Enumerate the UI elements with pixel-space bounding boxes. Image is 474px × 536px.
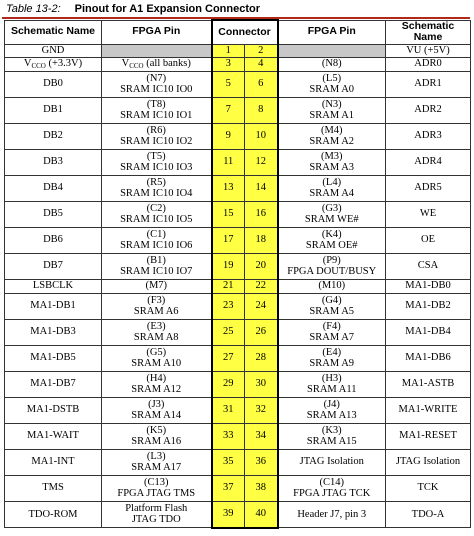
fpga-pin-left: [102, 293, 212, 319]
cell-line: SRAM A15: [306, 436, 357, 447]
header-fpga-right: FPGA Pin: [278, 20, 386, 44]
cell-line: (C2): [146, 202, 166, 214]
cell-line: FPGA JTAG TCK: [293, 488, 371, 499]
schematic-name-left: GND: [5, 44, 102, 57]
cell-line: (L4): [322, 176, 342, 188]
connector-pin-even: 20: [245, 253, 278, 279]
connector-pin-even: 40: [245, 501, 278, 528]
connector-pin-odd: 13: [212, 175, 245, 201]
connector-pin-odd: 11: [212, 149, 245, 175]
cell-line: (L5): [322, 72, 342, 84]
cell-line: (M4): [320, 124, 343, 136]
fpga-pin-left: [102, 371, 212, 397]
connector-pin-odd: 3: [212, 57, 245, 71]
cell-line: (K5): [146, 424, 167, 436]
subscript-cco: CCO: [129, 61, 144, 70]
schematic-name-left: MA1-DB5: [5, 345, 102, 371]
cell-line: (T8): [146, 98, 166, 110]
fpga-pin-right: [278, 475, 386, 501]
header-connector: Connector: [212, 20, 278, 44]
fpga-pin-right: [278, 345, 386, 371]
cell-line: (M3): [320, 150, 343, 162]
table-row: [5, 423, 471, 449]
fpga-pin-right: [278, 397, 386, 423]
connector-pin-even: 30: [245, 371, 278, 397]
fpga-pin-right: [278, 423, 386, 449]
cell-line: FPGA JTAG TMS: [117, 488, 196, 499]
connector-pin-even: 28: [245, 345, 278, 371]
subscript-cco: CCO: [31, 61, 46, 70]
table-row: [5, 501, 471, 528]
fpga-pin-left: [102, 279, 212, 293]
table-row: [5, 57, 471, 71]
connector-pin-odd: 9: [212, 123, 245, 149]
fpga-pin-right: [278, 279, 386, 293]
schematic-name-right: TCK: [386, 475, 471, 501]
fpga-pin-left: [102, 71, 212, 97]
connector-pin-odd: 39: [212, 501, 245, 528]
cell-line: (T5): [146, 150, 166, 162]
fpga-pin-left: [102, 201, 212, 227]
connector-pin-odd: 27: [212, 345, 245, 371]
cell-line: (N3): [321, 98, 342, 110]
connector-pin-even: 12: [245, 149, 278, 175]
cell-line: (M7): [145, 280, 168, 292]
cell-line: SRAM A11: [306, 384, 357, 395]
cell-line: (G4): [321, 294, 342, 306]
connector-pin-even: 18: [245, 227, 278, 253]
fpga-pin-left: [102, 345, 212, 371]
schematic-name-right: WE: [386, 201, 471, 227]
schematic-name-right: MA1-DB6: [386, 345, 471, 371]
cell-line: SRAM A2: [309, 136, 355, 147]
schematic-name-right: TDO-A: [386, 501, 471, 528]
table-row: [5, 475, 471, 501]
cell-line: SRAM IC10 IO5: [120, 214, 193, 225]
schematic-name-left: MA1-WAIT: [5, 423, 102, 449]
cell-line: JTAG Isolation: [299, 456, 364, 468]
cell-line: (C13): [144, 476, 169, 488]
fpga-pin-right: [278, 501, 386, 528]
cell-line: SRAM A8: [133, 332, 179, 343]
connector-pin-even: 34: [245, 423, 278, 449]
connector-pin-even: 14: [245, 175, 278, 201]
schematic-name-left: MA1-INT: [5, 449, 102, 475]
connector-pin-even: 36: [245, 449, 278, 475]
connector-pin-even: 32: [245, 397, 278, 423]
table-row: [5, 449, 471, 475]
schematic-name-right: ADR4: [386, 149, 471, 175]
table-row: [5, 253, 471, 279]
header-row: [5, 20, 471, 44]
fpga-pin-left: [102, 57, 212, 71]
schematic-name-left: DB6: [5, 227, 102, 253]
cell-line: (R6): [146, 124, 166, 136]
schematic-name-left: MA1-DSTB: [5, 397, 102, 423]
connector-pin-odd: 31: [212, 397, 245, 423]
fpga-pin-right: [278, 71, 386, 97]
fpga-pin-left: [102, 123, 212, 149]
fpga-pin-right: [278, 319, 386, 345]
pinout-table: [4, 19, 471, 529]
cell-line: Platform Flash: [125, 502, 188, 514]
cell-line: SRAM A1: [309, 110, 355, 121]
connector-pin-even: 16: [245, 201, 278, 227]
cell-line: SRAM WE#: [304, 214, 359, 225]
cell-line: SRAM IC10 IO0: [120, 84, 193, 95]
schematic-name-left: MA1-DB7: [5, 371, 102, 397]
cell-line: SRAM A7: [309, 332, 355, 343]
cell-line: SRAM IC10 IO4: [120, 188, 193, 199]
cell-line: (C14): [319, 476, 344, 488]
fpga-pin-left: [102, 253, 212, 279]
cell-line: (H4): [146, 372, 167, 384]
cell-line: (H3): [321, 372, 342, 384]
schematic-name-right: VU (+5V): [386, 44, 471, 57]
cell-line: SRAM OE#: [305, 240, 358, 251]
fpga-pin-right: [278, 201, 386, 227]
cell-line: (G5): [146, 346, 167, 358]
header-schematic-left: Schematic Name: [5, 20, 102, 44]
cell-line: (F3): [147, 294, 166, 306]
cell-line: SRAM A6: [133, 306, 179, 317]
connector-pin-odd: 35: [212, 449, 245, 475]
fpga-pin-right: [278, 227, 386, 253]
table-body: [5, 44, 471, 528]
connector-pin-odd: 5: [212, 71, 245, 97]
connector-pin-odd: 15: [212, 201, 245, 227]
fpga-pin-left: [102, 149, 212, 175]
schematic-name-right: MA1-DB4: [386, 319, 471, 345]
fpga-pin-right: [278, 253, 386, 279]
schematic-name-left: LSBCLK: [5, 279, 102, 293]
connector-pin-odd: 25: [212, 319, 245, 345]
schematic-name-right: ADR0: [386, 57, 471, 71]
schematic-name-right: ADR1: [386, 71, 471, 97]
cell-line: SRAM A14: [131, 410, 182, 421]
table-row: [5, 397, 471, 423]
schematic-name-right: OE: [386, 227, 471, 253]
schematic-name-left: MA1-DB3: [5, 319, 102, 345]
schematic-name-left: DB4: [5, 175, 102, 201]
fpga-pin-right: [278, 449, 386, 475]
schematic-name-left: TDO-ROM: [5, 501, 102, 528]
cell-line: SRAM A9: [309, 358, 355, 369]
connector-pin-odd: 19: [212, 253, 245, 279]
table-row: [5, 149, 471, 175]
table-row: [5, 293, 471, 319]
connector-pin-even: 38: [245, 475, 278, 501]
cell-line: SRAM A10: [131, 358, 182, 369]
fpga-pin-left: [102, 319, 212, 345]
schematic-name-left: TMS: [5, 475, 102, 501]
fpga-pin-left: [102, 423, 212, 449]
cell-line: (N8): [321, 58, 342, 70]
schematic-name-left: VCCO (+3.3V): [5, 57, 102, 71]
table-row: [5, 44, 471, 57]
cell-line: FPGA DOUT/BUSY: [287, 266, 377, 277]
schematic-name-right: ADR2: [386, 97, 471, 123]
table-row: [5, 279, 471, 293]
cell-line: (C1): [146, 228, 166, 240]
fpga-pin-right: [278, 44, 386, 57]
table-row: [5, 227, 471, 253]
cell-line: (K3): [321, 424, 342, 436]
table-row: [5, 371, 471, 397]
table-row: [5, 319, 471, 345]
fpga-pin-right: [278, 175, 386, 201]
cell-line: (R5): [146, 176, 166, 188]
fpga-pin-left: [102, 175, 212, 201]
fpga-pin-left: [102, 44, 212, 57]
schematic-name-right: MA1-WRITE: [386, 397, 471, 423]
fpga-pin-right: [278, 57, 386, 71]
connector-pin-odd: 7: [212, 97, 245, 123]
cell-line: (B1): [146, 254, 166, 266]
cell-line: SRAM A12: [131, 384, 182, 395]
connector-pin-even: 4: [245, 57, 278, 71]
cell-line: (M10): [318, 280, 346, 292]
fpga-pin-right: [278, 97, 386, 123]
schematic-name-left: DB5: [5, 201, 102, 227]
schematic-name-right: MA1-DB0: [386, 279, 471, 293]
schematic-name-left: MA1-DB1: [5, 293, 102, 319]
cell-line: SRAM A17: [131, 462, 182, 473]
cell-line: (N7): [146, 72, 167, 84]
cell-line: (E3): [146, 320, 166, 332]
cell-line: (E4): [322, 346, 342, 358]
cell-line: (L3): [146, 450, 166, 462]
table-row: [5, 71, 471, 97]
connector-pin-odd: 17: [212, 227, 245, 253]
header-schematic-right: Schematic Name: [386, 20, 471, 44]
schematic-name-right: MA1-RESET: [386, 423, 471, 449]
cell-line: SRAM A5: [309, 306, 355, 317]
cell-line: (G3): [321, 202, 342, 214]
cell-line: VCCO (all banks): [121, 57, 191, 70]
cell-line: (K4): [321, 228, 342, 240]
table-title: Pinout for A1 Expansion Connector: [74, 3, 261, 15]
schematic-name-right: ADR5: [386, 175, 471, 201]
cell-line: (J3): [148, 398, 165, 410]
table-row: [5, 201, 471, 227]
cell-line: SRAM A0: [309, 84, 355, 95]
fpga-pin-right: [278, 149, 386, 175]
schematic-name-left: DB1: [5, 97, 102, 123]
schematic-name-right: JTAG Isolation: [386, 449, 471, 475]
connector-pin-odd: 29: [212, 371, 245, 397]
schematic-name-left: DB0: [5, 71, 102, 97]
connector-pin-even: 22: [245, 279, 278, 293]
connector-pin-odd: 1: [212, 44, 245, 57]
connector-pin-odd: 23: [212, 293, 245, 319]
schematic-name-left: DB3: [5, 149, 102, 175]
connector-pin-even: 26: [245, 319, 278, 345]
schematic-name-right: ADR3: [386, 123, 471, 149]
schematic-name-right: MA1-DB2: [386, 293, 471, 319]
fpga-pin-right: [278, 371, 386, 397]
cell-line: JTAG TDO: [131, 514, 181, 526]
connector-pin-odd: 37: [212, 475, 245, 501]
cell-line: SRAM A16: [131, 436, 182, 447]
connector-pin-even: 8: [245, 97, 278, 123]
cell-line: (F4): [322, 320, 341, 332]
fpga-pin-left: [102, 449, 212, 475]
cell-line: SRAM IC10 IO1: [120, 110, 193, 121]
schematic-name-right: CSA: [386, 253, 471, 279]
fpga-pin-right: [278, 123, 386, 149]
fpga-pin-right: [278, 293, 386, 319]
table-row: [5, 123, 471, 149]
cell-line: SRAM A4: [309, 188, 355, 199]
schematic-name-left: DB7: [5, 253, 102, 279]
connector-pin-odd: 33: [212, 423, 245, 449]
cell-line: SRAM A13: [306, 410, 357, 421]
fpga-pin-left: [102, 475, 212, 501]
fpga-pin-left: [102, 227, 212, 253]
cell-line: (P9): [322, 254, 341, 266]
cell-line: SRAM IC10 IO2: [120, 136, 193, 147]
cell-line: SRAM IC10 IO3: [120, 162, 193, 173]
fpga-pin-left: [102, 397, 212, 423]
cell-line: Header J7, pin 3: [297, 508, 367, 520]
connector-pin-odd: 21: [212, 279, 245, 293]
table-row: [5, 97, 471, 123]
connector-pin-even: 10: [245, 123, 278, 149]
table-caption: [6, 1, 260, 17]
header-fpga-left: FPGA Pin: [102, 20, 212, 44]
fpga-pin-left: [102, 501, 212, 528]
connector-pin-even: 2: [245, 44, 278, 57]
table-row: [5, 345, 471, 371]
fpga-pin-left: [102, 97, 212, 123]
cell-line: (J4): [323, 398, 340, 410]
cell-line: SRAM A3: [309, 162, 355, 173]
cell-line: SRAM IC10 IO7: [120, 266, 193, 277]
table-row: [5, 175, 471, 201]
cell-line: SRAM IC10 IO6: [120, 240, 193, 251]
table-label: Table 13-2:: [6, 3, 61, 15]
connector-pin-even: 24: [245, 293, 278, 319]
schematic-name-left: DB2: [5, 123, 102, 149]
schematic-name-right: MA1-ASTB: [386, 371, 471, 397]
connector-pin-even: 6: [245, 71, 278, 97]
